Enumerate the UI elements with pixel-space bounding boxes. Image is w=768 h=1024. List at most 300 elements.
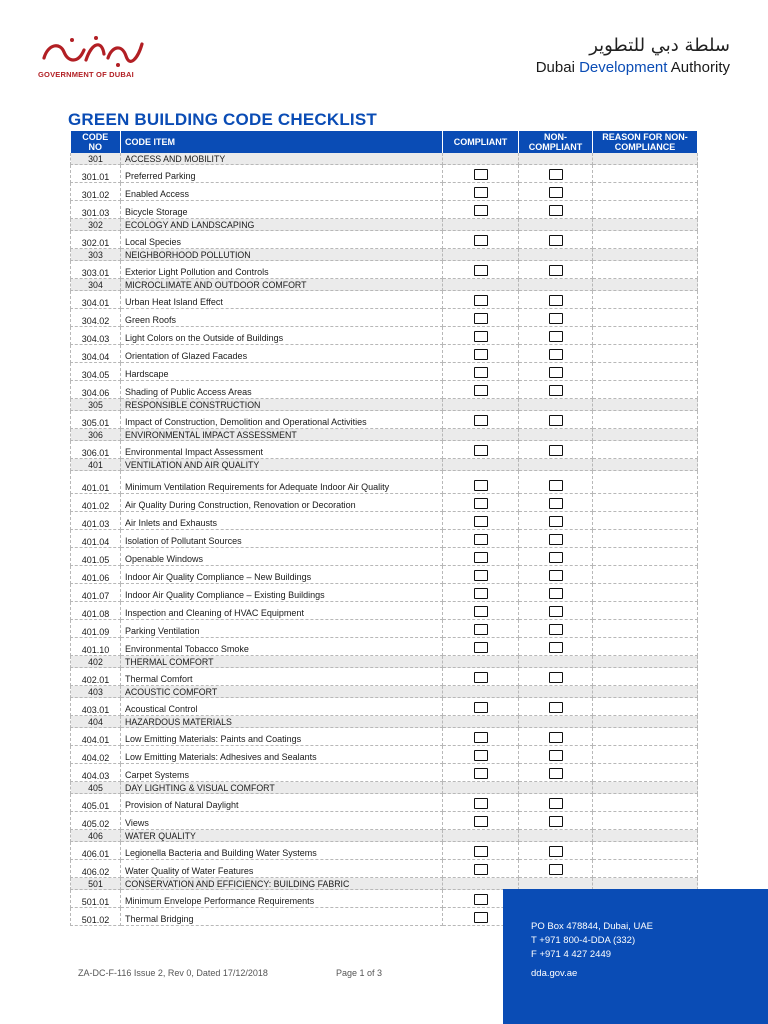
compliant-cell	[443, 309, 519, 327]
section-reason-cell	[593, 429, 698, 441]
table-row	[71, 441, 698, 459]
non-compliant-checkbox[interactable]	[549, 445, 563, 456]
compliant-cell	[443, 291, 519, 309]
compliant-checkbox[interactable]	[474, 624, 488, 635]
non-compliant-cell	[519, 584, 593, 602]
non-compliant-cell	[519, 279, 593, 291]
section-row	[71, 219, 698, 231]
code-number: 404.03	[71, 764, 121, 782]
code-number: 404.01	[71, 728, 121, 746]
non-compliant-checkbox[interactable]	[549, 187, 563, 198]
code-number: 304.01	[71, 291, 121, 309]
compliant-cell	[443, 794, 519, 812]
code-item: Provision of Natural Daylight	[121, 794, 443, 812]
non-compliant-checkbox[interactable]	[549, 480, 563, 491]
compliant-cell	[443, 327, 519, 345]
table-row	[71, 165, 698, 183]
document-reference: ZA-DC-F-116 Issue 2, Rev 0, Dated 17/12/2018	[78, 968, 268, 978]
code-item: Urban Heat Island Effect	[121, 291, 443, 309]
checklist-body	[71, 153, 698, 926]
compliant-cell	[443, 231, 519, 249]
code-number: 405.01	[71, 794, 121, 812]
reason-input-cell[interactable]	[593, 812, 698, 830]
code-number: 405	[71, 782, 121, 794]
compliant-cell	[443, 548, 519, 566]
non-compliant-cell	[519, 441, 593, 459]
non-compliant-cell	[519, 512, 593, 530]
compliant-checkbox[interactable]	[474, 187, 488, 198]
compliant-checkbox[interactable]	[474, 912, 488, 923]
code-number: 305	[71, 399, 121, 411]
compliant-checkbox[interactable]	[474, 606, 488, 617]
code-item: Enabled Access	[121, 183, 443, 201]
code-number: 306	[71, 429, 121, 441]
section-row	[71, 686, 698, 698]
reason-input-cell[interactable]	[593, 842, 698, 860]
table-row	[71, 471, 698, 494]
code-item: Air Inlets and Exhausts	[121, 512, 443, 530]
non-compliant-cell	[519, 231, 593, 249]
non-compliant-cell	[519, 668, 593, 686]
compliant-cell	[443, 764, 519, 782]
reason-input-cell[interactable]	[593, 411, 698, 429]
reason-input-cell[interactable]	[593, 363, 698, 381]
section-title: WATER QUALITY	[121, 830, 443, 842]
section-row	[71, 153, 698, 165]
section-reason-cell	[593, 279, 698, 291]
reason-input-cell[interactable]	[593, 327, 698, 345]
section-reason-cell	[593, 219, 698, 231]
code-item: Low Emitting Materials: Adhesives and Sealants	[121, 746, 443, 764]
non-compliant-cell	[519, 399, 593, 411]
reason-input-cell[interactable]	[593, 309, 698, 327]
dda-name-part2: Authority	[667, 59, 730, 76]
compliant-checkbox[interactable]	[474, 846, 488, 857]
non-compliant-checkbox[interactable]	[549, 516, 563, 527]
code-number: 304.02	[71, 309, 121, 327]
code-number: 303.01	[71, 261, 121, 279]
section-row	[71, 716, 698, 728]
non-compliant-checkbox[interactable]	[549, 534, 563, 545]
non-compliant-cell	[519, 728, 593, 746]
non-compliant-cell	[519, 620, 593, 638]
non-compliant-checkbox[interactable]	[549, 169, 563, 180]
code-item: Minimum Ventilation Requirements for Adequate Indoor Air Quality	[121, 471, 443, 494]
compliant-checkbox[interactable]	[474, 516, 488, 527]
code-number: 401.01	[71, 471, 121, 494]
compliant-cell	[443, 399, 519, 411]
code-item: Carpet Systems	[121, 764, 443, 782]
non-compliant-cell	[519, 291, 593, 309]
table-row	[71, 812, 698, 830]
non-compliant-checkbox[interactable]	[549, 570, 563, 581]
compliant-cell	[443, 620, 519, 638]
non-compliant-cell	[519, 363, 593, 381]
compliant-cell	[443, 698, 519, 716]
code-item: Air Quality During Construction, Renovation or Decoration	[121, 494, 443, 512]
table-row	[71, 231, 698, 249]
table-row	[71, 764, 698, 782]
code-number: 401.05	[71, 548, 121, 566]
code-item: Green Roofs	[121, 309, 443, 327]
compliant-checkbox[interactable]	[474, 385, 488, 396]
non-compliant-checkbox[interactable]	[549, 265, 563, 276]
non-compliant-checkbox[interactable]	[549, 798, 563, 809]
non-compliant-cell	[519, 812, 593, 830]
compliant-cell	[443, 668, 519, 686]
non-compliant-checkbox[interactable]	[549, 768, 563, 779]
compliant-checkbox[interactable]	[474, 205, 488, 216]
compliant-cell	[443, 459, 519, 471]
compliant-checkbox[interactable]	[474, 265, 488, 276]
reason-input-cell[interactable]	[593, 602, 698, 620]
non-compliant-checkbox[interactable]	[549, 235, 563, 246]
section-reason-cell	[593, 399, 698, 411]
non-compliant-checkbox[interactable]	[549, 295, 563, 306]
section-reason-cell	[593, 878, 698, 890]
code-item: Views	[121, 812, 443, 830]
table-row	[71, 860, 698, 878]
compliant-checkbox[interactable]	[474, 415, 488, 426]
government-of-dubai-logo	[38, 34, 148, 78]
code-number: 305.01	[71, 411, 121, 429]
reason-input-cell[interactable]	[593, 860, 698, 878]
non-compliant-cell	[519, 309, 593, 327]
non-compliant-checkbox[interactable]	[549, 313, 563, 324]
section-title: RESPONSIBLE CONSTRUCTION	[121, 399, 443, 411]
table-row	[71, 291, 698, 309]
compliant-checkbox[interactable]	[474, 672, 488, 683]
section-reason-cell	[593, 782, 698, 794]
table-row	[71, 309, 698, 327]
table-row	[71, 261, 698, 279]
non-compliant-cell	[519, 656, 593, 668]
non-compliant-cell	[519, 548, 593, 566]
compliant-cell	[443, 219, 519, 231]
government-of-dubai-calligraphy	[38, 34, 148, 68]
code-number: 401.10	[71, 638, 121, 656]
code-item: Legionella Bacteria and Building Water Systems	[121, 842, 443, 860]
non-compliant-cell	[519, 219, 593, 231]
non-compliant-checkbox[interactable]	[549, 552, 563, 563]
non-compliant-checkbox[interactable]	[549, 367, 563, 378]
section-row	[71, 279, 698, 291]
non-compliant-cell	[519, 794, 593, 812]
reason-input-cell[interactable]	[593, 512, 698, 530]
code-number: 303	[71, 249, 121, 261]
table-row	[71, 548, 698, 566]
non-compliant-cell	[519, 494, 593, 512]
compliant-checkbox[interactable]	[474, 642, 488, 653]
compliant-checkbox[interactable]	[474, 588, 488, 599]
reason-input-cell[interactable]	[593, 494, 698, 512]
section-title: THERMAL COMFORT	[121, 656, 443, 668]
reason-input-cell[interactable]	[593, 584, 698, 602]
compliant-cell	[443, 153, 519, 165]
code-number: 301.02	[71, 183, 121, 201]
compliant-cell	[443, 471, 519, 494]
government-of-dubai-label: GOVERNMENT OF DUBAI	[38, 70, 134, 79]
compliant-checkbox[interactable]	[474, 570, 488, 581]
section-title: ACOUSTIC COMFORT	[121, 686, 443, 698]
compliant-cell	[443, 638, 519, 656]
code-item: Environmental Tobacco Smoke	[121, 638, 443, 656]
code-number: 402	[71, 656, 121, 668]
code-item: Preferred Parking	[121, 165, 443, 183]
code-number: 401.02	[71, 494, 121, 512]
compliant-checkbox[interactable]	[474, 750, 488, 761]
compliant-checkbox[interactable]	[474, 349, 488, 360]
non-compliant-cell	[519, 249, 593, 261]
non-compliant-checkbox[interactable]	[549, 588, 563, 599]
reason-input-cell[interactable]	[593, 471, 698, 494]
section-title: NEIGHBORHOOD POLLUTION	[121, 249, 443, 261]
table-row	[71, 201, 698, 219]
code-item: Impact of Construction, Demolition and Operational Activities	[121, 411, 443, 429]
code-item: Bicycle Storage	[121, 201, 443, 219]
code-item: Thermal Comfort	[121, 668, 443, 686]
non-compliant-cell	[519, 764, 593, 782]
reason-input-cell[interactable]	[593, 794, 698, 812]
table-row	[71, 345, 698, 363]
compliant-cell	[443, 860, 519, 878]
non-compliant-checkbox[interactable]	[549, 331, 563, 342]
non-compliant-checkbox[interactable]	[549, 205, 563, 216]
section-row	[71, 656, 698, 668]
table-row	[71, 411, 698, 429]
section-title: HAZARDOUS MATERIALS	[121, 716, 443, 728]
code-item: Local Species	[121, 231, 443, 249]
code-number: 401.04	[71, 530, 121, 548]
code-number: 501.01	[71, 890, 121, 908]
non-compliant-checkbox[interactable]	[549, 864, 563, 875]
reason-input-cell[interactable]	[593, 530, 698, 548]
section-row	[71, 830, 698, 842]
non-compliant-cell	[519, 411, 593, 429]
reason-input-cell[interactable]	[593, 668, 698, 686]
compliant-checkbox[interactable]	[474, 534, 488, 545]
compliant-cell	[443, 842, 519, 860]
section-title: VENTILATION AND AIR QUALITY	[121, 459, 443, 471]
non-compliant-checkbox[interactable]	[549, 750, 563, 761]
compliant-cell	[443, 441, 519, 459]
reason-input-cell[interactable]	[593, 201, 698, 219]
reason-input-cell[interactable]	[593, 381, 698, 399]
compliant-cell	[443, 686, 519, 698]
code-number: 406	[71, 830, 121, 842]
compliant-cell	[443, 512, 519, 530]
non-compliant-checkbox[interactable]	[549, 349, 563, 360]
compliant-checkbox[interactable]	[474, 732, 488, 743]
code-number: 404.02	[71, 746, 121, 764]
compliant-cell	[443, 363, 519, 381]
code-number: 401.06	[71, 566, 121, 584]
dda-name-part1: Dubai	[535, 59, 580, 76]
non-compliant-cell	[519, 686, 593, 698]
compliant-cell	[443, 602, 519, 620]
compliant-checkbox[interactable]	[474, 313, 488, 324]
compliant-checkbox[interactable]	[474, 894, 488, 905]
non-compliant-cell	[519, 345, 593, 363]
non-compliant-checkbox[interactable]	[549, 415, 563, 426]
non-compliant-checkbox[interactable]	[549, 846, 563, 857]
dubai-development-authority-logo	[536, 36, 730, 76]
reason-input-cell[interactable]	[593, 764, 698, 782]
compliant-checkbox[interactable]	[474, 816, 488, 827]
compliant-cell	[443, 381, 519, 399]
compliant-cell	[443, 345, 519, 363]
compliant-cell	[443, 782, 519, 794]
reason-input-cell[interactable]	[593, 291, 698, 309]
compliant-checkbox[interactable]	[474, 169, 488, 180]
reason-input-cell[interactable]	[593, 183, 698, 201]
reason-input-cell[interactable]	[593, 620, 698, 638]
code-number: 301	[71, 153, 121, 165]
compliant-checkbox[interactable]	[474, 552, 488, 563]
non-compliant-cell	[519, 153, 593, 165]
non-compliant-checkbox[interactable]	[549, 672, 563, 683]
non-compliant-cell	[519, 716, 593, 728]
non-compliant-checkbox[interactable]	[549, 642, 563, 653]
code-number: 404	[71, 716, 121, 728]
code-number: 401.09	[71, 620, 121, 638]
compliant-cell	[443, 530, 519, 548]
code-item: Isolation of Pollutant Sources	[121, 530, 443, 548]
non-compliant-cell	[519, 381, 593, 399]
non-compliant-cell	[519, 638, 593, 656]
header-reason: REASON FOR NON-COMPLIANCE	[593, 131, 698, 153]
code-item: Light Colors on the Outside of Buildings	[121, 327, 443, 345]
reason-input-cell[interactable]	[593, 728, 698, 746]
section-reason-cell	[593, 830, 698, 842]
code-item: Orientation of Glazed Facades	[121, 345, 443, 363]
table-row	[71, 698, 698, 716]
code-item: Thermal Bridging	[121, 908, 443, 926]
code-number: 302.01	[71, 231, 121, 249]
non-compliant-checkbox[interactable]	[549, 816, 563, 827]
reason-input-cell[interactable]	[593, 566, 698, 584]
table-header-row	[71, 131, 698, 153]
section-reason-cell	[593, 249, 698, 261]
contact-fax: F +971 4 427 2449	[531, 949, 612, 960]
compliant-checkbox[interactable]	[474, 498, 488, 509]
contact-website[interactable]: dda.gov.ae	[531, 968, 578, 979]
non-compliant-cell	[519, 842, 593, 860]
non-compliant-cell	[519, 261, 593, 279]
compliant-cell	[443, 656, 519, 668]
code-item: Shading of Public Access Areas	[121, 381, 443, 399]
reason-input-cell[interactable]	[593, 231, 698, 249]
compliant-cell	[443, 279, 519, 291]
reason-input-cell[interactable]	[593, 548, 698, 566]
compliant-checkbox[interactable]	[474, 798, 488, 809]
code-item: Parking Ventilation	[121, 620, 443, 638]
code-number: 402.01	[71, 668, 121, 686]
compliant-checkbox[interactable]	[474, 480, 488, 491]
code-item: Indoor Air Quality Compliance – Existing Buildings	[121, 584, 443, 602]
reason-input-cell[interactable]	[593, 165, 698, 183]
code-item: Hardscape	[121, 363, 443, 381]
non-compliant-cell	[519, 459, 593, 471]
compliant-checkbox[interactable]	[474, 295, 488, 306]
section-title: ENVIRONMENTAL IMPACT ASSESSMENT	[121, 429, 443, 441]
header-compliant: COMPLIANT	[443, 131, 519, 153]
compliant-checkbox[interactable]	[474, 864, 488, 875]
code-number: 302	[71, 219, 121, 231]
non-compliant-checkbox[interactable]	[549, 498, 563, 509]
section-row	[71, 249, 698, 261]
non-compliant-checkbox[interactable]	[549, 606, 563, 617]
code-number: 301.03	[71, 201, 121, 219]
section-reason-cell	[593, 656, 698, 668]
code-item: Indoor Air Quality Compliance – New Buildings	[121, 566, 443, 584]
compliant-cell	[443, 878, 519, 890]
table-row	[71, 602, 698, 620]
compliant-cell	[443, 566, 519, 584]
compliant-cell	[443, 830, 519, 842]
non-compliant-cell	[519, 165, 593, 183]
compliant-checkbox[interactable]	[474, 702, 488, 713]
reason-input-cell[interactable]	[593, 698, 698, 716]
non-compliant-checkbox[interactable]	[549, 385, 563, 396]
reason-input-cell[interactable]	[593, 638, 698, 656]
table-row	[71, 530, 698, 548]
contact-telephone: T +971 800-4-DDA (332)	[531, 935, 636, 946]
compliant-cell	[443, 584, 519, 602]
table-row	[71, 638, 698, 656]
section-row	[71, 429, 698, 441]
code-number: 406.01	[71, 842, 121, 860]
compliant-cell	[443, 183, 519, 201]
non-compliant-cell	[519, 782, 593, 794]
reason-input-cell[interactable]	[593, 261, 698, 279]
compliant-checkbox[interactable]	[474, 445, 488, 456]
non-compliant-checkbox[interactable]	[549, 702, 563, 713]
reason-input-cell[interactable]	[593, 441, 698, 459]
section-title: MICROCLIMATE AND OUTDOOR COMFORT	[121, 279, 443, 291]
code-number: 501.02	[71, 908, 121, 926]
table-row	[71, 620, 698, 638]
non-compliant-cell	[519, 429, 593, 441]
table-row	[71, 668, 698, 686]
non-compliant-checkbox[interactable]	[549, 732, 563, 743]
compliant-cell	[443, 746, 519, 764]
table-row	[71, 512, 698, 530]
compliant-checkbox[interactable]	[474, 768, 488, 779]
compliant-cell	[443, 411, 519, 429]
reason-input-cell[interactable]	[593, 345, 698, 363]
non-compliant-cell	[519, 530, 593, 548]
non-compliant-checkbox[interactable]	[549, 624, 563, 635]
non-compliant-cell	[519, 698, 593, 716]
section-reason-cell	[593, 459, 698, 471]
section-row	[71, 399, 698, 411]
code-number: 405.02	[71, 812, 121, 830]
section-reason-cell	[593, 716, 698, 728]
code-item: Water Quality of Water Features	[121, 860, 443, 878]
section-reason-cell	[593, 153, 698, 165]
compliant-checkbox[interactable]	[474, 367, 488, 378]
code-number: 304	[71, 279, 121, 291]
section-title: CONSERVATION AND EFFICIENCY: BUILDING FABRIC	[121, 878, 443, 890]
table-row	[71, 381, 698, 399]
code-number: 406.02	[71, 860, 121, 878]
compliant-cell	[443, 165, 519, 183]
reason-input-cell[interactable]	[593, 746, 698, 764]
compliant-checkbox[interactable]	[474, 331, 488, 342]
table-row	[71, 746, 698, 764]
compliant-checkbox[interactable]	[474, 235, 488, 246]
